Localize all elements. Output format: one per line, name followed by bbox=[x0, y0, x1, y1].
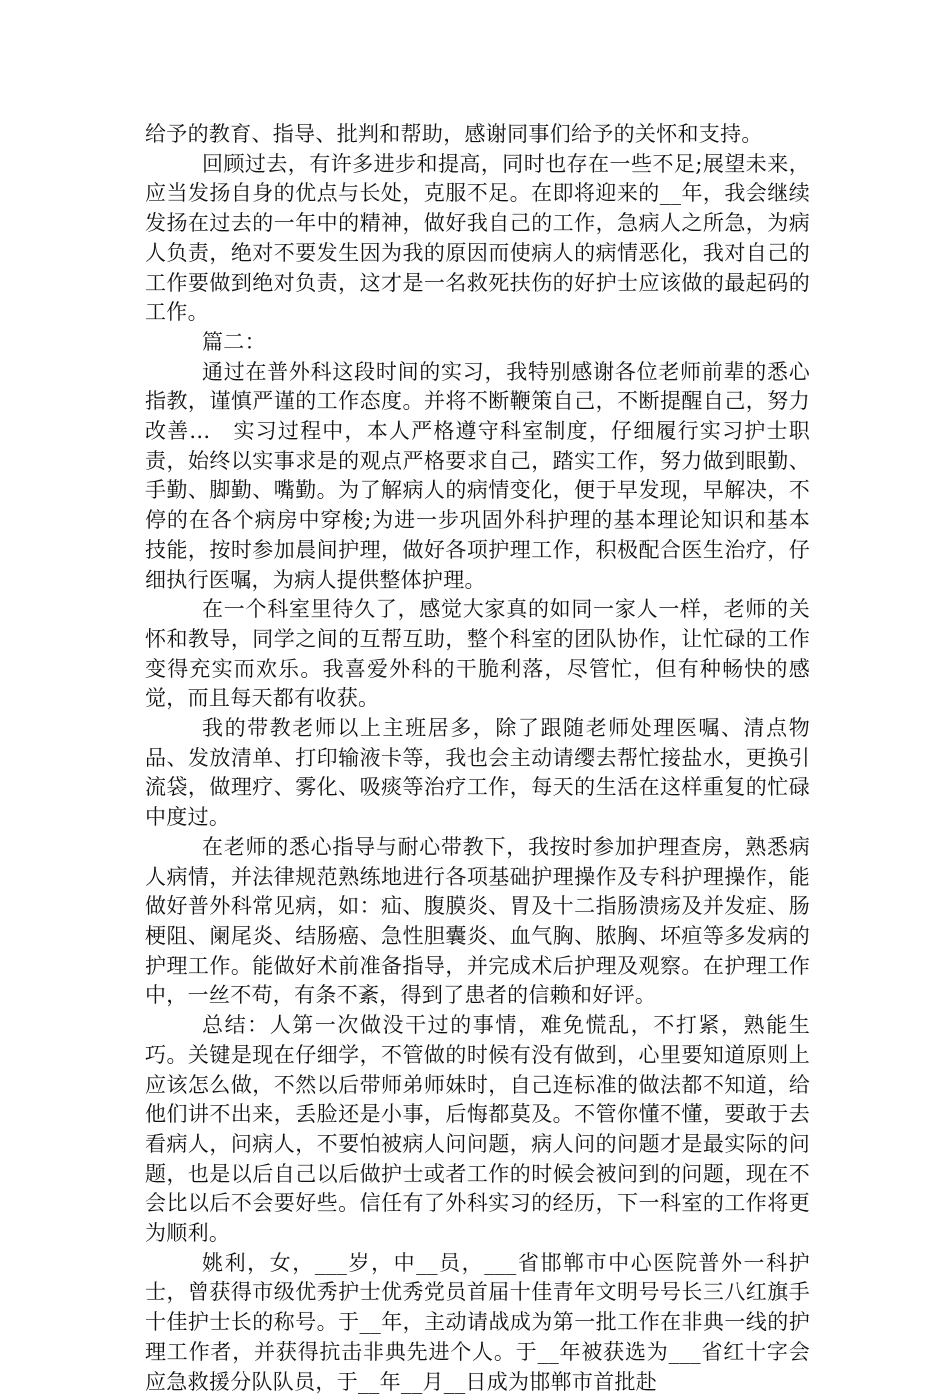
paragraph: 通过在普外科这段时间的实习，我特别感谢各位老师前辈的悉心指教，谨慎严谨的工作态度。并将不断鞭策自己，不断提醒自己，努力改善... 实习过程中，本人严格遵守科室制度，仔细履行实习护士职责，始终以实事求是的观点严格要求自己，踏实工作，努力做到眼勤、手勤、脚勤、嘴勤。为了解病人的病情变化，便于早发现，早解决，不停的在各个病房中穿梭;为进一步巩固外科护理的基本理论知识和基本技能，按时参加晨间护理，做好各项护理工作，积极配合医生治疗，仔细执行医嘱，为病人提供整体护理。 bbox=[145, 359, 810, 592]
paragraph: 总结：人第一次做没干过的事情，难免慌乱，不打紧，熟能生巧。关键是现在仔细学，不管做的时候有没有做到，心里要知道原则上应该怎么做，不然以后带师弟师妹时，自己连标准的做法都不知道，给他们讲不出来，丢脸还是小事，后悔都莫及。不管你懂不懂，要敢于去看病人，问病人，不要怕被病人问问题，病人问的问题才是最实际的问题，也是以后自己以后做护士或者工作的时候会被问到的问题，现在不会比以后不会要好些。信任有了外科实习的经历，下一科室的工作将更为顺利。 bbox=[145, 1013, 810, 1246]
paragraph: 姚利，女，___岁，中__员，___省邯郸市中心医院普外一科护士，曾获得市级优秀护士优秀党员首届十佳青年文明号号长三八红旗手十佳护士长的称号。于__年，主动请战成为第一批工作在非典一线的护理工作者，并获得抗击非典先进个人。于__年被获选为___省红十字会应急救援分队队员，于__年__月__日成为邯郸市首批赴 bbox=[145, 1250, 810, 1394]
paragraph: 在一个科室里待久了，感觉大家真的如同一家人一样，老师的关怀和教导，同学之间的互帮互助，整个科室的团队协作，让忙碌的工作变得充实而欢乐。我喜爱外科的干脆利落，尽管忙，但有种畅快的感觉，而且每天都有收获。 bbox=[145, 597, 810, 711]
paragraph: 我的带教老师以上主班居多，除了跟随老师处理医嘱、清点物品、发放清单、打印输液卡等，我也会主动请缨去帮忙接盐水，更换引流袋，做理疗、雾化、吸痰等治疗工作，每天的生活在这样重复的忙碌中度过。 bbox=[145, 716, 810, 830]
paragraph: 给予的教育、指导、批判和帮助，感谢同事们给予的关怀和支持。 bbox=[145, 122, 763, 146]
section-heading: 篇二： bbox=[202, 329, 266, 354]
paragraph: 回顾过去，有许多进步和提高，同时也存在一些不足;展望未来，应当发扬自身的优点与长处，克服不足。在即将迎来的__年，我会继续发扬在过去的一年中的精神，做好我自己的工作，急病人之所急，为病人负责，绝对不要发生因为我的原因而使病人的病情恶化，我对自己的工作要做到绝对负责，这才是一名救死扶伤的好护士应该做的最起码的工作。 bbox=[145, 151, 810, 325]
paragraph: 在老师的悉心指导与耐心带教下，我按时参加护理查房，熟悉病人病情，并法律规范熟练地进行各项基础护理操作及专科护理操作，能做好普外科常见病，如：疝、腹膜炎、胃及十二指肠溃疡及并发症、肠梗阻、阑尾炎、结肠癌、急性胆囊炎、血气胸、脓胸、坏疸等多发病的护理工作。能做好术前准备指导，并完成术后护理及观察。在护理工作中，一丝不苟，有条不紊，得到了患者的信赖和好评。 bbox=[145, 834, 810, 1008]
document-body bbox=[145, 120, 810, 1397]
